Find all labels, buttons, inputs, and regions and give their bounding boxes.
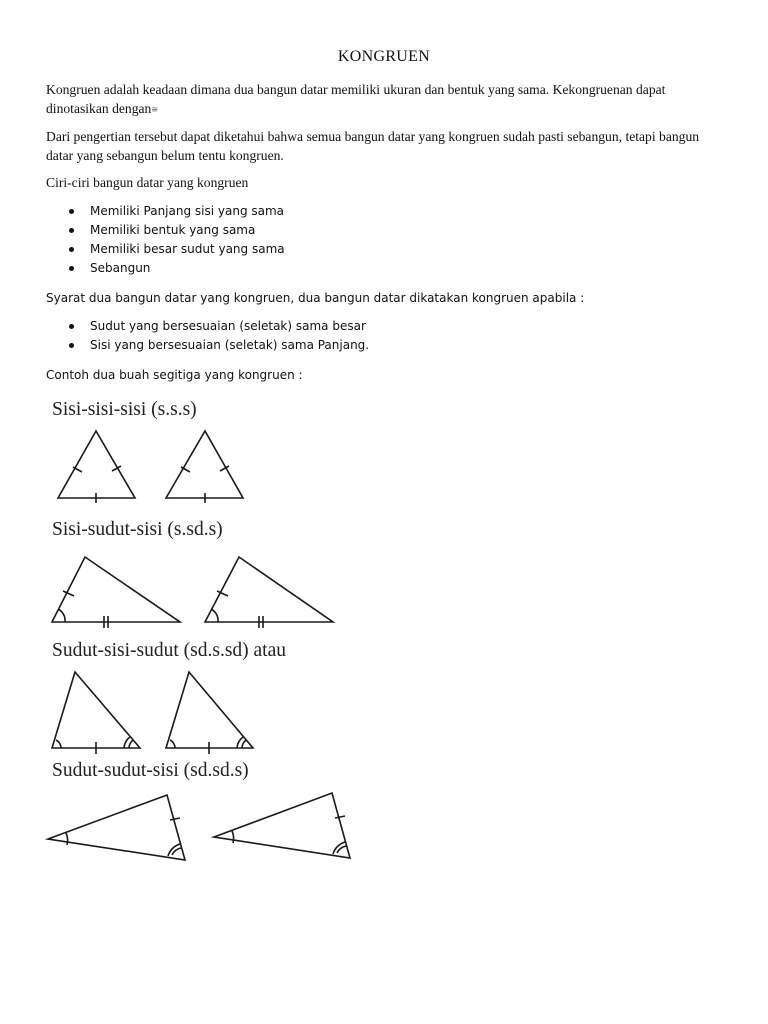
- list-item: Sudut yang bersesuaian (seletak) sama besar: [46, 317, 369, 336]
- ssds-triangle-left: [52, 557, 180, 628]
- sss-label: Sisi-sisi-sisi (s.s.s): [52, 399, 197, 420]
- list-item: Memiliki bentuk yang sama: [46, 221, 285, 240]
- characteristics-heading: Ciri-ciri bangun datar yang kongruen: [46, 175, 249, 190]
- list-item: Sisi yang bersesuaian (seletak) sama Panjang.: [46, 336, 369, 355]
- page-title: KONGRUEN: [337, 48, 431, 65]
- conditions-heading: Syarat dua bangun datar yang kongruen, dua bangun datar dikatakan kongruen apabila :: [46, 291, 585, 305]
- congruence-symbol: ≅: [151, 105, 159, 114]
- list-item: Memiliki besar sudut yang sama: [46, 240, 285, 259]
- sss-triangle-right: [166, 431, 243, 503]
- sdssd-label: Sudut-sisi-sudut (sd.s.sd) atau: [52, 640, 286, 661]
- sss-triangle-left: [58, 431, 135, 503]
- sdsds-triangle-right: [214, 793, 350, 858]
- list-item: Memiliki Panjang sisi yang sama: [46, 202, 285, 221]
- sdssd-triangle-left: [52, 672, 140, 754]
- relation-paragraph: Dari pengertian tersebut dapat diketahui bahwa semua bangun datar yang kongruen sudah pasti sebangun, tetapi bangun datar yang sebangun belum tentu kongruen.: [46, 129, 700, 163]
- sdsds-triangle-left: [48, 795, 185, 860]
- ssds-label: Sisi-sudut-sisi (s.sd.s): [52, 519, 223, 540]
- list-item: Sebangun: [46, 259, 285, 278]
- definition-text: Kongruen adalah keadaan dimana dua bangun datar memiliki ukuran dan bentuk yang sama. Kekongruenan dapat dinotasikan dengan: [46, 82, 666, 116]
- sdsds-label: Sudut-sudut-sisi (sd.sd.s): [52, 760, 249, 781]
- examples-heading: Contoh dua buah segitiga yang kongruen :: [46, 368, 303, 382]
- sdssd-triangle-right: [166, 672, 253, 754]
- ssds-triangle-right: [205, 557, 333, 628]
